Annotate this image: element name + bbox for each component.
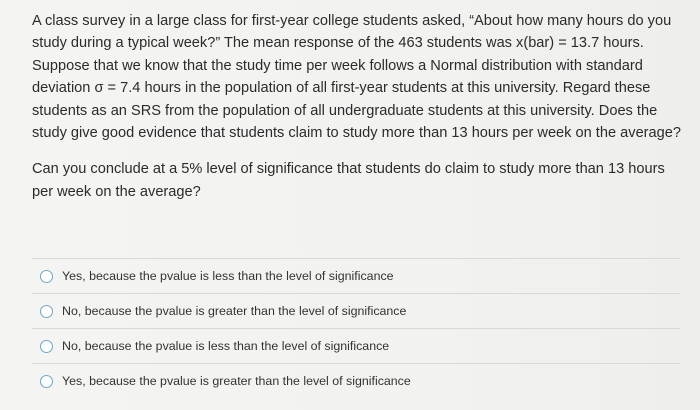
answer-option-label: Yes, because the pvalue is less than the level of significance (62, 269, 394, 283)
subquestion-text: Can you conclude at a 5% level of significance that students do claim to study more than 13 hours per week on the average? (32, 161, 665, 200)
radio-button-icon[interactable] (40, 305, 53, 318)
answer-option-1[interactable] (32, 258, 680, 293)
radio-button-icon[interactable] (40, 340, 53, 353)
answer-option-label: Yes, because the pvalue is greater than the level of significance (62, 374, 411, 388)
answer-option-4[interactable] (32, 363, 680, 398)
answer-option-label: No, because the pvalue is greater than the level of significance (62, 304, 407, 318)
answer-options (32, 258, 680, 398)
answer-option-label: No, because the pvalue is less than the level of significance (62, 339, 390, 353)
question-text: A class survey in a large class for first-year college students asked, “About how many hours do you study during a typical week?” The mean response of the 463 students was x(bar) = 13.7 hours. Suppose that we know that the study time per week follows a Normal distribution with standard deviation σ = 7.4 hours in the population of all first-year students at this university. Regard these students as an SRS from the population of all undergraduate students at this university. Does the study give good evidence that students claim to study more than 13 hours per week on the average? (32, 13, 682, 142)
radio-button-icon[interactable] (40, 375, 53, 388)
radio-button-icon[interactable] (40, 270, 53, 283)
answer-option-3[interactable] (32, 328, 680, 363)
answer-option-2[interactable] (32, 293, 680, 328)
